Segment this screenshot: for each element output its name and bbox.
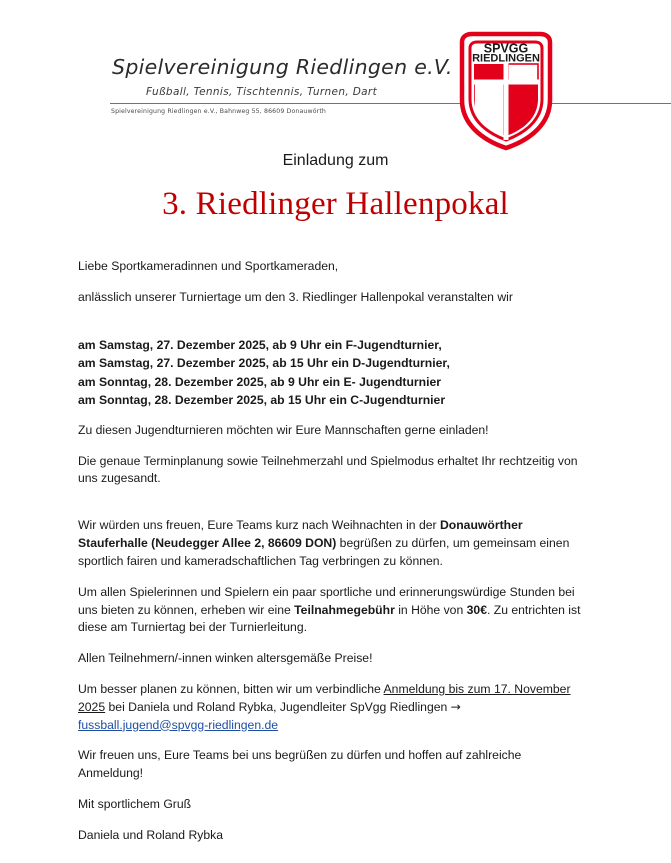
salutation: Liebe Sportkameradinnen und Sportkameraden, [78,259,339,273]
logo-line2: RIEDLINGEN [472,52,540,65]
registration-paragraph [78,681,582,734]
logo-line1: SPVGG [483,41,529,56]
club-sections: Fußball, Tennis, Tischtennis, Turnen, Dart [146,86,378,98]
intro-paragraph: anlässlich unserer Turniertage um den 3. Riedlinger Hallenpokal veranstalten wir [78,289,513,304]
registration-text-before: Um besser planen zu können, bitten wir um verbindliche [78,681,384,696]
page-title: 3. Riedlinger Hallenpokal [162,186,509,222]
venue-text-before: Wir würden uns freuen, Eure Teams kurz nach Weihnachten in der [78,518,440,533]
tournament-date-3: am Sonntag, 28. Dezember 2025, ab 9 Uhr ein E- Jugendturnier [78,374,442,389]
letterhead [0,28,671,148]
fee-text-after: . Zu entrichten ist diese am Turniertag bei der Turnierleitung. [78,602,581,635]
schedule-info-paragraph: Die genaue Terminplanung sowie Teilnehmerzahl und Spielmodus erhaltet Ihr rechtzeitig von uns zugesandt. [78,453,578,486]
registration-text-after: bei Daniela und Roland Rybka, Jugendleiter SpVgg Riedlingen [105,699,451,714]
club-logo [452,28,560,152]
venue-name: Donauwörther Stauferhalle (Neudegger Allee 2, 86609 DON) [78,518,523,551]
invitation-subtitle: Einladung zum [282,152,389,169]
fee-amount: 30€ [466,602,487,617]
venue-paragraph [78,517,582,570]
club-name: Spielvereinigung Riedlingen e.V. [112,55,453,79]
tournament-dates-list [78,336,582,410]
invitation-paragraph: Zu diesen Jugendturnieren möchten wir Eure Mannschaften gerne einladen! [78,422,489,437]
venue-text-after: begrüßen zu dürfen, um gemeinsam einen sportlich fairen und kameradschaftlichen Tag verbringen zu können. [78,536,570,568]
fee-text-mid: in Höhe von [394,602,467,617]
spacer [78,501,582,517]
letterhead-divider [110,103,671,104]
regards-line: Mit sportlichem Gruß [78,797,192,811]
tournament-date-1: am Samstag, 27. Dezember 2025, ab 9 Uhr ein F-Jugendturnier, [78,337,442,352]
tournament-date-2: am Samstag, 27. Dezember 2025, ab 15 Uhr ein D-Jugendturnier, [78,356,450,371]
arrow-right-icon: → [450,699,461,714]
club-address: Spielvereinigung Riedlingen e.V., Bahnweg 55, 86609 Donauwörth [111,108,326,115]
signature-line: Daniela und Roland Rybka [78,827,223,842]
email-link[interactable]: fussball.jugend@spvgg-riedlingen.de [78,717,279,732]
fee-paragraph [78,584,582,637]
prizes-paragraph: Allen Teilnehmern/-innen winken altersgemäße Preise! [78,651,373,666]
fee-label: Teilnahmegebühr [294,602,395,617]
tournament-date-4: am Sonntag, 28. Dezember 2025, ab 15 Uhr ein C-Jugendturnier [78,393,446,408]
letter-body [78,258,582,858]
registration-deadline: Anmeldung bis zum 17. November 2025 [78,681,571,714]
spacer [78,320,582,336]
fee-text-before: Um allen Spielerinnen und Spielern ein paar sportliche und erinnerungswürdige Stunden bei uns bieten zu können, erheben wir eine [78,584,575,617]
closing-paragraph: Wir freuen uns, Eure Teams bei uns begrüßen zu dürfen und hoffen auf zahlreiche Anmeldung! [78,748,522,781]
